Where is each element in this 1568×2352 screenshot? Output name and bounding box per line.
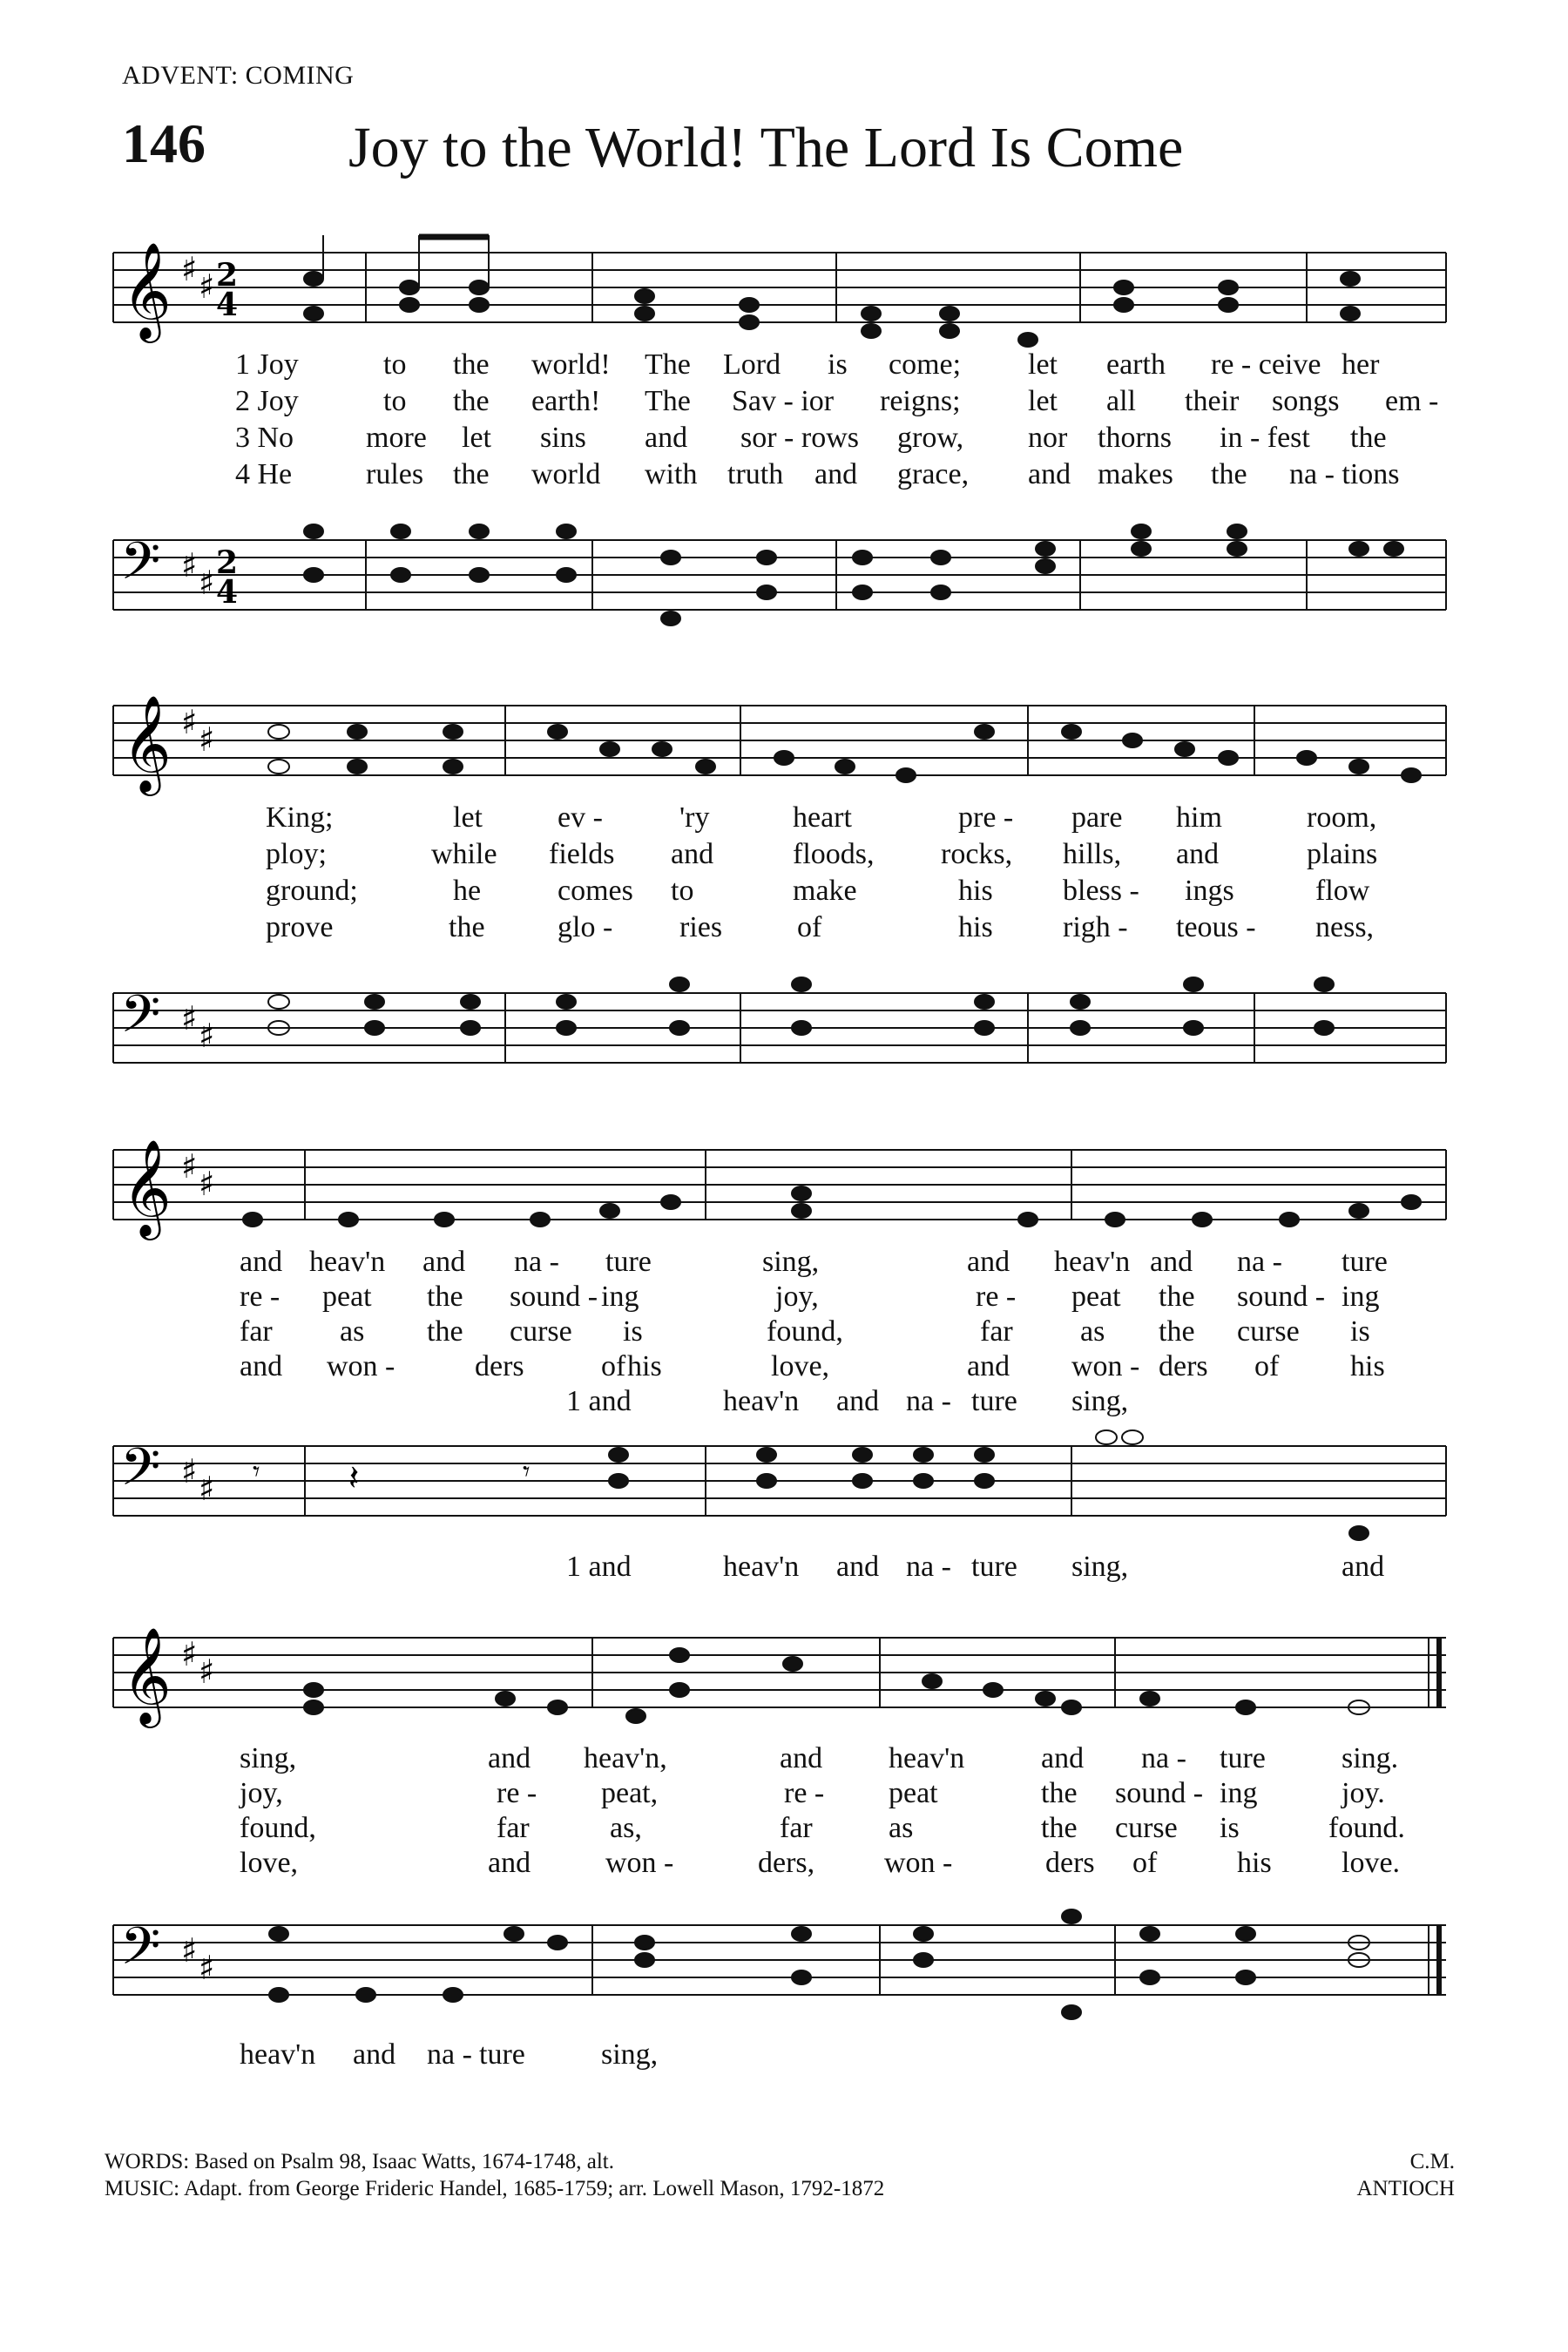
treble-staff	[105, 1132, 1446, 1236]
bass-staff	[105, 1429, 1446, 1516]
sharp-icon: ♯	[199, 267, 215, 306]
credits	[105, 2148, 884, 2202]
verse-4-lyrics: 4 He rules the world with truth and grace, and makes the na - tions	[235, 458, 1400, 490]
verse-1-lyrics: 1 Joy to the world! The Lord is come; let earth re - ceive her	[235, 348, 1380, 381]
eighth-rest-icon: 𝄾	[523, 1455, 531, 1488]
svg-text:♯: ♯	[199, 1652, 215, 1691]
hymn-title: Joy to the World! The Lord Is Come	[348, 116, 1184, 179]
bass-clef-icon: 𝄢	[120, 531, 161, 604]
svg-text:♯: ♯	[181, 1931, 198, 1970]
svg-text:4: 4	[216, 287, 239, 323]
treble-staff	[105, 235, 1446, 339]
tune-name: ANTIOCH	[1356, 2177, 1455, 2200]
treble-staff	[105, 1620, 1446, 1724]
meter: C.M.	[1409, 2150, 1455, 2173]
verse-4-lyrics: and won - ders of his love, and won - ders of his	[240, 1350, 1385, 1382]
verse-1-lyrics: and heav'n and na - ture sing, and heav'n and na - ture	[240, 1246, 1388, 1278]
verse-3-lyrics: far as the curse is found, far as the curse is	[240, 1315, 1370, 1348]
svg-text:♯: ♯	[181, 1147, 198, 1186]
verse-3-lyrics: ground; he comes to make his bless - ings flow	[266, 875, 1370, 907]
verse-1-lyrics: sing, and heav'n, and heav'n and na - ture sing.	[240, 1742, 1399, 1774]
svg-text:♯: ♯	[199, 1949, 215, 1987]
bass-staff	[105, 1908, 1446, 1995]
verse-4-lyrics: prove the glo - ries of his righ - teous - ness,	[266, 911, 1375, 943]
verse-1-lyrics: King; let ev - 'ry heart pre - pare him room,	[266, 801, 1377, 834]
svg-text:♯: ♯	[199, 1165, 215, 1203]
tune-info	[1357, 2148, 1456, 2202]
svg-text:♯: ♯	[181, 1635, 198, 1673]
svg-text:♯: ♯	[181, 546, 198, 585]
svg-text:♯: ♯	[199, 1470, 215, 1508]
treble-clef-icon: 𝄞	[122, 241, 172, 339]
svg-text:♯: ♯	[199, 1017, 215, 1055]
verse-4-lyrics: love, and won - ders, won - ders of his love.	[240, 1847, 1401, 1879]
svg-text:♯: ♯	[199, 720, 215, 759]
svg-text:♯: ♯	[181, 703, 198, 741]
svg-text:𝄞: 𝄞	[122, 1139, 172, 1236]
hymn-number: 146	[122, 112, 206, 174]
treble-staff	[105, 688, 1446, 792]
svg-text:𝄢: 𝄢	[120, 1436, 161, 1510]
svg-text:♯: ♯	[199, 564, 215, 602]
verse-2-lyrics: ploy; while fields and floods, rocks, hills, and plains	[266, 838, 1378, 870]
svg-text:2: 2	[216, 544, 239, 581]
verse-3-lyrics: found, far as, far as the curse is found.	[240, 1812, 1405, 1844]
verse-3-lyrics: 3 No more let sins and sor - rows grow, nor thorns in - fest the	[235, 422, 1387, 454]
svg-text:♯: ♯	[181, 999, 198, 1037]
verse-2-lyrics: re - peat the sound - ing joy, re - peat the sound - ing	[240, 1281, 1380, 1313]
verse-2-lyrics: 2 Joy to the earth! The Sav - ior reigns; let all their songs em -	[235, 385, 1439, 417]
svg-text:𝄢: 𝄢	[120, 1916, 161, 1989]
svg-text:𝄞: 𝄞	[122, 694, 172, 792]
svg-text:♯: ♯	[181, 1452, 198, 1490]
svg-text:𝄢: 𝄢	[120, 983, 161, 1057]
verse-alto-echo-lyrics: 1 and heav'n and na - ture sing,	[566, 1385, 1129, 1417]
music-credit: MUSIC: Adapt. from George Frideric Handel, 1685-1759; arr. Lowell Mason, 1792-1872	[105, 2177, 885, 2200]
bass-staff	[105, 976, 1446, 1063]
words-credit: WORDS: Based on Psalm 98, Isaac Watts, 1674-1748, alt.	[105, 2150, 614, 2173]
svg-text:𝄞: 𝄞	[122, 1626, 172, 1724]
eighth-rest-icon: 𝄾	[253, 1455, 260, 1488]
svg-text:4: 4	[216, 574, 239, 611]
time-signature: 2	[216, 257, 239, 294]
quarter-rest-icon: 𝄽	[348, 1458, 360, 1498]
bass-staff	[105, 523, 1446, 610]
verse-2-lyrics: joy, re - peat, re - peat the sound - ing joy.	[240, 1777, 1385, 1809]
section-label: ADVENT: COMING	[122, 61, 355, 90]
sharp-icon: ♯	[181, 250, 198, 288]
